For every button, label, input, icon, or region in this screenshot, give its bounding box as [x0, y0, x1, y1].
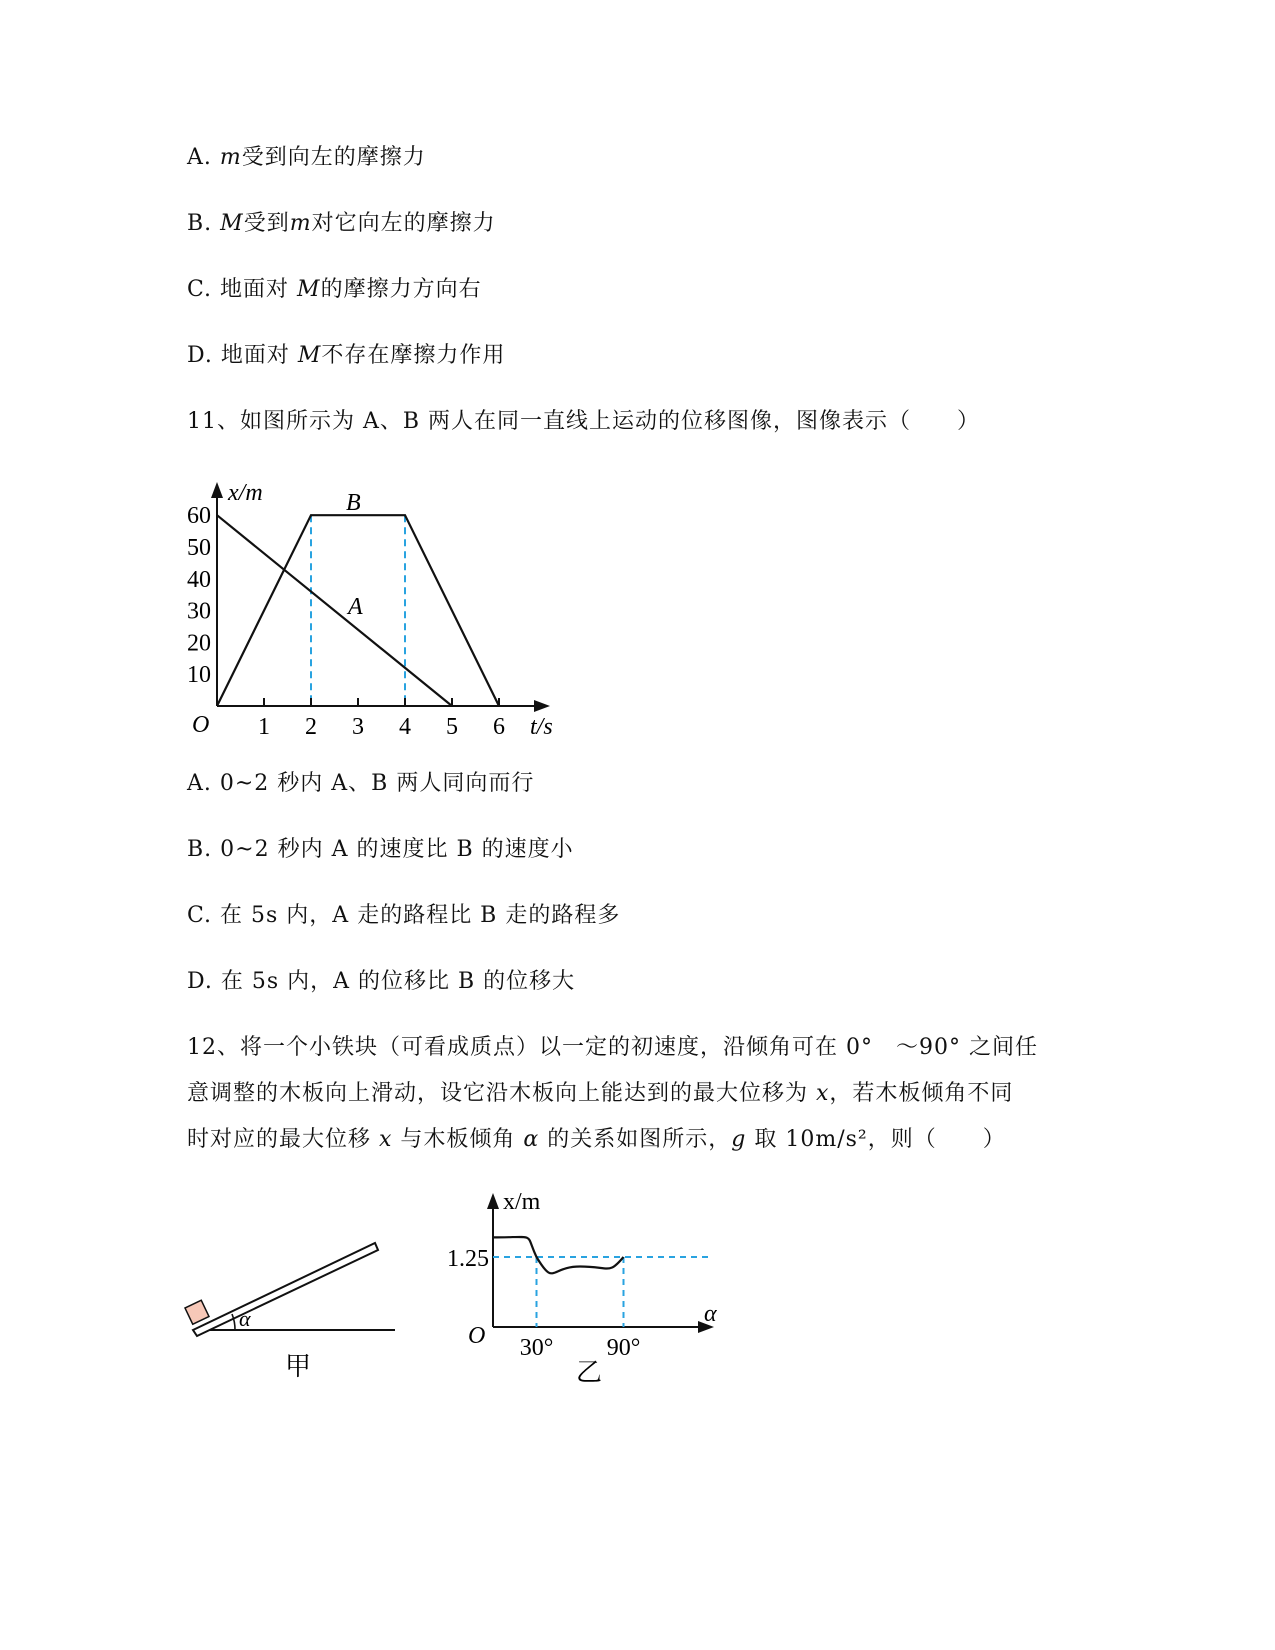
- incline-figure: [175, 1230, 405, 1390]
- q12-stem-line1: 12、将一个小铁块（可看成质点）以一定的初速度，沿倾角可在 0° ～90° 之间任: [187, 1035, 1038, 1060]
- x-tick-label: 6: [493, 714, 505, 740]
- x-alpha-graph: [440, 1185, 730, 1395]
- q10-option-b: B. M受到m对它向左的摩擦力: [187, 211, 496, 236]
- y-tick-label: 1.25: [447, 1246, 489, 1272]
- y-tick-label: 40: [187, 566, 211, 593]
- y-tick-label: 20: [187, 630, 211, 657]
- series-label-b: B: [346, 490, 361, 516]
- series-line-a: [217, 515, 452, 706]
- x-tick-label-30: 30°: [519, 1335, 554, 1361]
- y-tick-label: 50: [187, 535, 211, 561]
- x-tick-label: 2: [305, 714, 317, 740]
- x-tick-label: 5: [446, 714, 458, 740]
- x-axis-arrow: [534, 700, 550, 712]
- x-alpha-origin: O: [468, 1323, 486, 1349]
- x-axis-vertical-arrow: [487, 1193, 499, 1209]
- q10-option-a: A. m受到向左的摩擦力: [187, 145, 426, 170]
- y-axis-arrow: [211, 482, 223, 498]
- q10-option-c: C. 地面对 M的摩擦力方向右: [187, 277, 482, 302]
- iron-block: [185, 1300, 209, 1324]
- inclined-board: [193, 1243, 378, 1336]
- series-label-a: A: [348, 594, 363, 620]
- xt-graph-origin: O: [192, 712, 210, 738]
- x-alpha-x-label: α: [704, 1301, 717, 1327]
- figure-caption-yi: 乙: [576, 1358, 603, 1387]
- angle-label: α: [239, 1306, 251, 1331]
- x-tick-label-90: 90°: [606, 1335, 641, 1361]
- y-tick-label: 30: [187, 598, 211, 625]
- xt-graph: [150, 470, 580, 750]
- y-tick-label: 60: [187, 503, 211, 530]
- q11-option-a: A. 0~2 秒内 A、B 两人同向而行: [187, 771, 535, 796]
- y-tick-label: 10: [187, 662, 211, 689]
- x-tick-label: 1: [258, 714, 270, 740]
- q12-stem-line3: 时对应的最大位移 x 与木板倾角 α 的关系如图所示，g 取 10m/s²，则（ ）: [187, 1127, 1006, 1152]
- xt-graph-axes: [211, 482, 550, 712]
- x-alpha-curve: [493, 1237, 624, 1273]
- x-alpha-y-label: x/m: [503, 1189, 541, 1215]
- q11-option-d: D. 在 5s 内，A 的位移比 B 的位移大: [187, 969, 576, 994]
- x-tick-label: 3: [352, 714, 364, 740]
- q11-option-c: C. 在 5s 内，A 走的路程比 B 走的路程多: [187, 903, 621, 928]
- q10-option-d: D. 地面对 M不存在摩擦力作用: [187, 343, 506, 368]
- xt-graph-y-label: x/m: [228, 480, 263, 506]
- xt-graph-x-label: t/s: [530, 714, 553, 740]
- figure-caption-jia: 甲: [285, 1352, 312, 1381]
- x-tick-label: 4: [399, 714, 411, 740]
- q11-option-b: B. 0~2 秒内 A 的速度比 B 的速度小: [187, 837, 574, 862]
- q11-stem: 11、如图所示为 A、B 两人在同一直线上运动的位移图像，图像表示（ ）: [187, 409, 981, 434]
- q12-stem-line2: 意调整的木板向上滑动，设它沿木板向上能达到的最大位移为 x，若木板倾角不同: [187, 1081, 1014, 1106]
